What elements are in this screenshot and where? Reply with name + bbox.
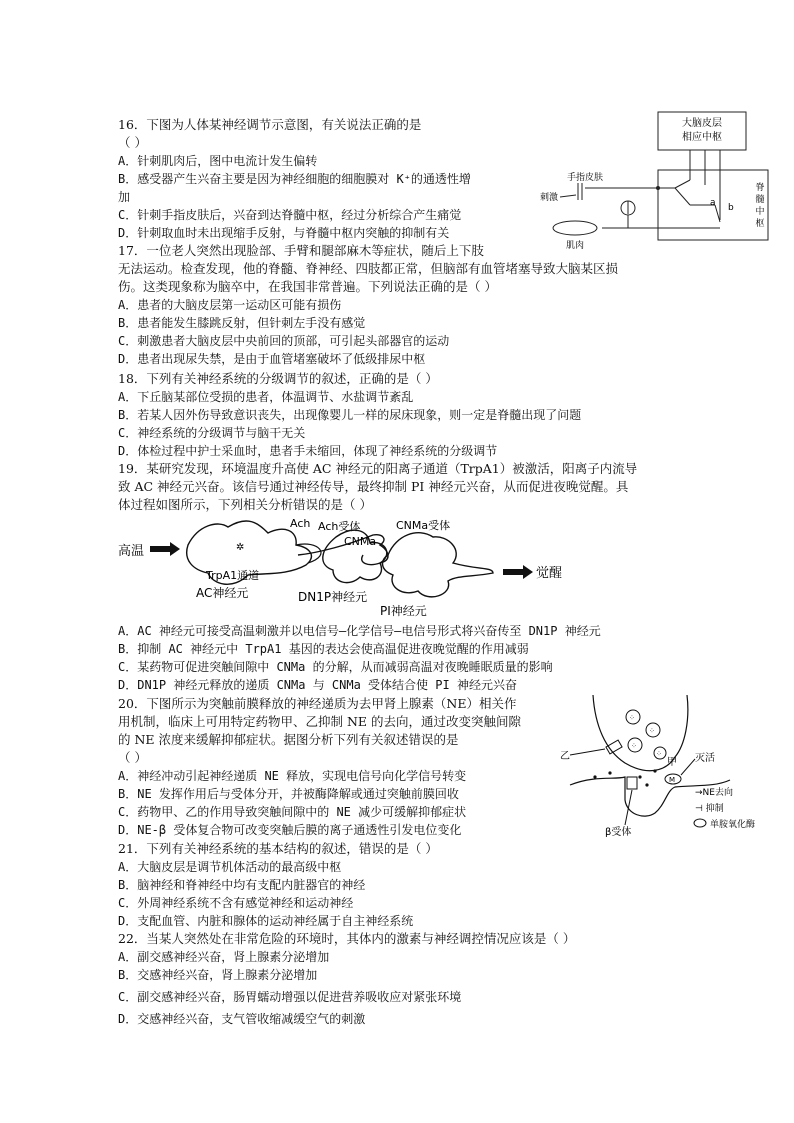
- heat-arrow-icon: [150, 542, 180, 556]
- inactivate-label: 灭活: [695, 753, 715, 764]
- q21-option-b: B．脑神经和脊神经中均有支配内脏器官的神经: [118, 878, 366, 892]
- q20-option-d: D．NE-β 受体复合物可改变突触后膜的离子通透性引发电位变化: [118, 823, 462, 837]
- q22-option-d: D．交感神经兴奋，支气管收缩减缓空气的刺激: [118, 1012, 366, 1026]
- pi-neuron-shape: [383, 533, 493, 597]
- q22-option-a: A．副交感神经兴奋，肾上腺素分泌增加: [118, 950, 330, 964]
- q20-stem-3: 的 NE 浓度来缓解抑郁症状。据图分析下列有关叙述错误的是: [118, 732, 459, 747]
- ach-receptor-label: Ach受体: [318, 520, 361, 533]
- spine-label-3: 中: [755, 207, 765, 217]
- q17-stem-3: 伤。这类现象称为脑卒中，在我国非常普遍。下列说法正确的是（ ）: [118, 279, 497, 294]
- drug-yi-label: 乙: [560, 751, 570, 762]
- q16-option-c: C．针刺手指皮肤后，兴奋到达脊髓中枢，经过分析综合产生痛觉: [118, 208, 462, 222]
- q21-option-d: D．支配血管、内脏和腺体的运动神经属于自主神经系统: [118, 914, 414, 928]
- q19-stem-1: 19．某研究发现，环境温度升高使 AC 神经元的阳离子通道（TrpA1）被激活，阳离子内流导: [118, 461, 638, 476]
- q18-option-d: D．体检过程中护士采血时，患者手未缩回，体现了神经系统的分级调节: [118, 444, 498, 458]
- q16-option-d: D．针刺取血时未出现缩手反射，与脊髓中枢内突触的抑制有关: [118, 226, 450, 240]
- q17-option-a: A．患者的大脑皮层第一运动区可能有损伤: [118, 298, 342, 312]
- q22-option-c: C．副交感神经兴奋，肠胃蠕动增强以促进营养吸收应对紧张环境: [118, 990, 462, 1004]
- beta-receptor-label: β受体: [605, 827, 632, 838]
- q16-stem: 16．下图为人体某神经调节示意图，有关说法正确的是: [118, 117, 422, 132]
- cortex-label-2: 相应中枢: [682, 132, 722, 143]
- ac-neuron-label: AC神经元: [196, 586, 249, 600]
- reflex-arc-diagram: [530, 110, 780, 250]
- q21-stem: 21．下列有关神经系统的基本结构的叙述，错误的是（ ）: [118, 841, 438, 856]
- heat-label: 高温: [118, 544, 145, 559]
- drug-jia-label: 甲: [667, 757, 677, 768]
- spine-label-2: 髓: [755, 195, 765, 205]
- legend-mao: 单胺氧化酶: [710, 820, 756, 830]
- skin-label: 手指皮肤: [566, 173, 604, 183]
- q19-option-d: D．DN1P 神经元释放的递质 CNMa 与 CNMa 受体结合使 PI 神经元兴奋: [118, 678, 517, 692]
- q17-option-b: B．患者能发生膝跳反射，但针刺左手没有感觉: [118, 316, 366, 330]
- svg-text:⁘: ⁘: [656, 750, 662, 758]
- svg-text:⁘: ⁘: [629, 714, 635, 722]
- spine-label-4: 枢: [755, 219, 765, 229]
- dn1p-neuron-label: DN1P神经元: [298, 590, 368, 604]
- q19-option-b: B．抑制 AC 神经元中 TrpA1 基因的表达会使高温促进夜晚觉醒的作用减弱: [118, 642, 529, 656]
- q17-option-d: D．患者出现尿失禁，是由于血管堵塞破坏了低级排尿中枢: [118, 352, 426, 366]
- spine-label-1: 脊: [755, 183, 765, 193]
- pi-neuron-label: PI神经元: [380, 604, 427, 618]
- legend-inhibit: ⊣ 抑制: [695, 804, 724, 814]
- q19-stem-2: 致 AC 神经元兴奋。该信号通过神经传导，最终抑制 PI 神经元兴奋，从而促进夜晚觉醒。具: [118, 479, 629, 494]
- q18-option-b: B．若某人因外伤导致意识丧失，出现像婴儿一样的尿床现象，则一定是脊髓出现了问题: [118, 408, 582, 422]
- legend-enzyme-icon: [694, 819, 706, 827]
- q19-stem-3: 体过程如图所示，下列相关分析错误的是（ ）: [118, 497, 372, 512]
- svg-text:⁘: ⁘: [631, 742, 637, 750]
- q19-option-a: A．AC 神经元可接受高温刺激并以电信号—化学信号—电信号形式将兴奋传至 DN1P 神经元: [118, 624, 601, 638]
- q16-option-b: B．感受器产生兴奋主要是因为神经细胞的细胞膜对 K⁺的通透性增: [118, 172, 471, 186]
- q20-stem-2: 用机制，临床上可用特定药物甲、乙抑制 NE 的去向，通过改变突触间隙: [118, 714, 522, 729]
- wake-arrow-icon: [503, 565, 533, 579]
- q17-stem-2: 无法运动。检查发现，他的脊髓、脊神经、四肢都正常，但脑部有血管堵塞导致大脑某区损: [118, 261, 619, 276]
- q16-option-b-cont: 加: [118, 190, 131, 204]
- q20-option-a: A．神经冲动引起神经递质 NE 释放，实现电信号向化学信号转变: [118, 769, 467, 783]
- q19-option-c: C．某药物可促进突触间隙中 CNMa 的分解，从而减弱高温对夜晚睡眠质量的影响: [118, 660, 553, 674]
- q20-option-c: C．药物甲、乙的作用导致突触间隙中的 NE 减少可缓解抑郁症状: [118, 805, 467, 819]
- svg-text:⁘: ⁘: [649, 727, 655, 735]
- cnma-receptor-label: CNMa受体: [396, 519, 451, 532]
- stimulus-label: 刺激: [540, 193, 559, 203]
- neuron-pathway-diagram: [118, 515, 578, 620]
- q17-option-c: C．刺激患者大脑皮层中央前回的顶部，可引起头部器官的运动: [118, 334, 450, 348]
- q20-stem-1: 20．下图所示为突触前膜释放的神经递质为去甲肾上腺素（NE）相关作: [118, 696, 517, 711]
- q21-option-a: A．大脑皮层是调节机体活动的最高级中枢: [118, 860, 342, 874]
- q20-bracket: （ ）: [118, 750, 147, 765]
- q22-option-b: B．交感神经兴奋，肾上腺素分泌增加: [118, 968, 318, 982]
- q20-option-b: B．NE 发挥作用后与受体分开，并被酶降解或通过突触前膜回收: [118, 787, 459, 801]
- q18-option-a: A．下丘脑某部位受损的患者，体温调节、水盐调节紊乱: [118, 390, 414, 404]
- q21-option-c: C．外周神经系统不含有感觉神经和运动神经: [118, 896, 354, 910]
- q16-option-a: A．针刺肌肉后，图中电流计发生偏转: [118, 154, 318, 168]
- trpa1-label: TrpA1通道: [206, 569, 260, 582]
- enzyme-icon: M: [669, 776, 676, 784]
- q18-stem: 18．下列有关神经系统的分级调节的叙述，正确的是（ ）: [118, 371, 438, 386]
- q16-bracket: （ ）: [118, 135, 147, 150]
- point-b-label: b: [728, 203, 734, 213]
- q17-stem-1: 17．一位老人突然出现脸部、手臂和腿部麻木等症状，随后上下肢: [118, 243, 484, 258]
- muscle-label: 肌肉: [565, 241, 585, 250]
- channel-icon: ✲: [236, 542, 245, 553]
- synapse-diagram: [555, 695, 785, 840]
- cortex-label-1: 大脑皮层: [682, 118, 722, 129]
- legend-ne-direction: →NE去向: [695, 788, 733, 798]
- cnma-label: CNMa: [344, 535, 377, 548]
- q22-stem: 22．当某人突然处在非常危险的环境时，其体内的激素与神经调控情况应该是（ ）: [118, 931, 576, 946]
- q18-option-c: C．神经系统的分级调节与脑干无关: [118, 426, 306, 440]
- wake-label: 觉醒: [536, 566, 563, 581]
- point-a-label: a: [710, 198, 716, 208]
- ach-label: Ach: [290, 517, 311, 530]
